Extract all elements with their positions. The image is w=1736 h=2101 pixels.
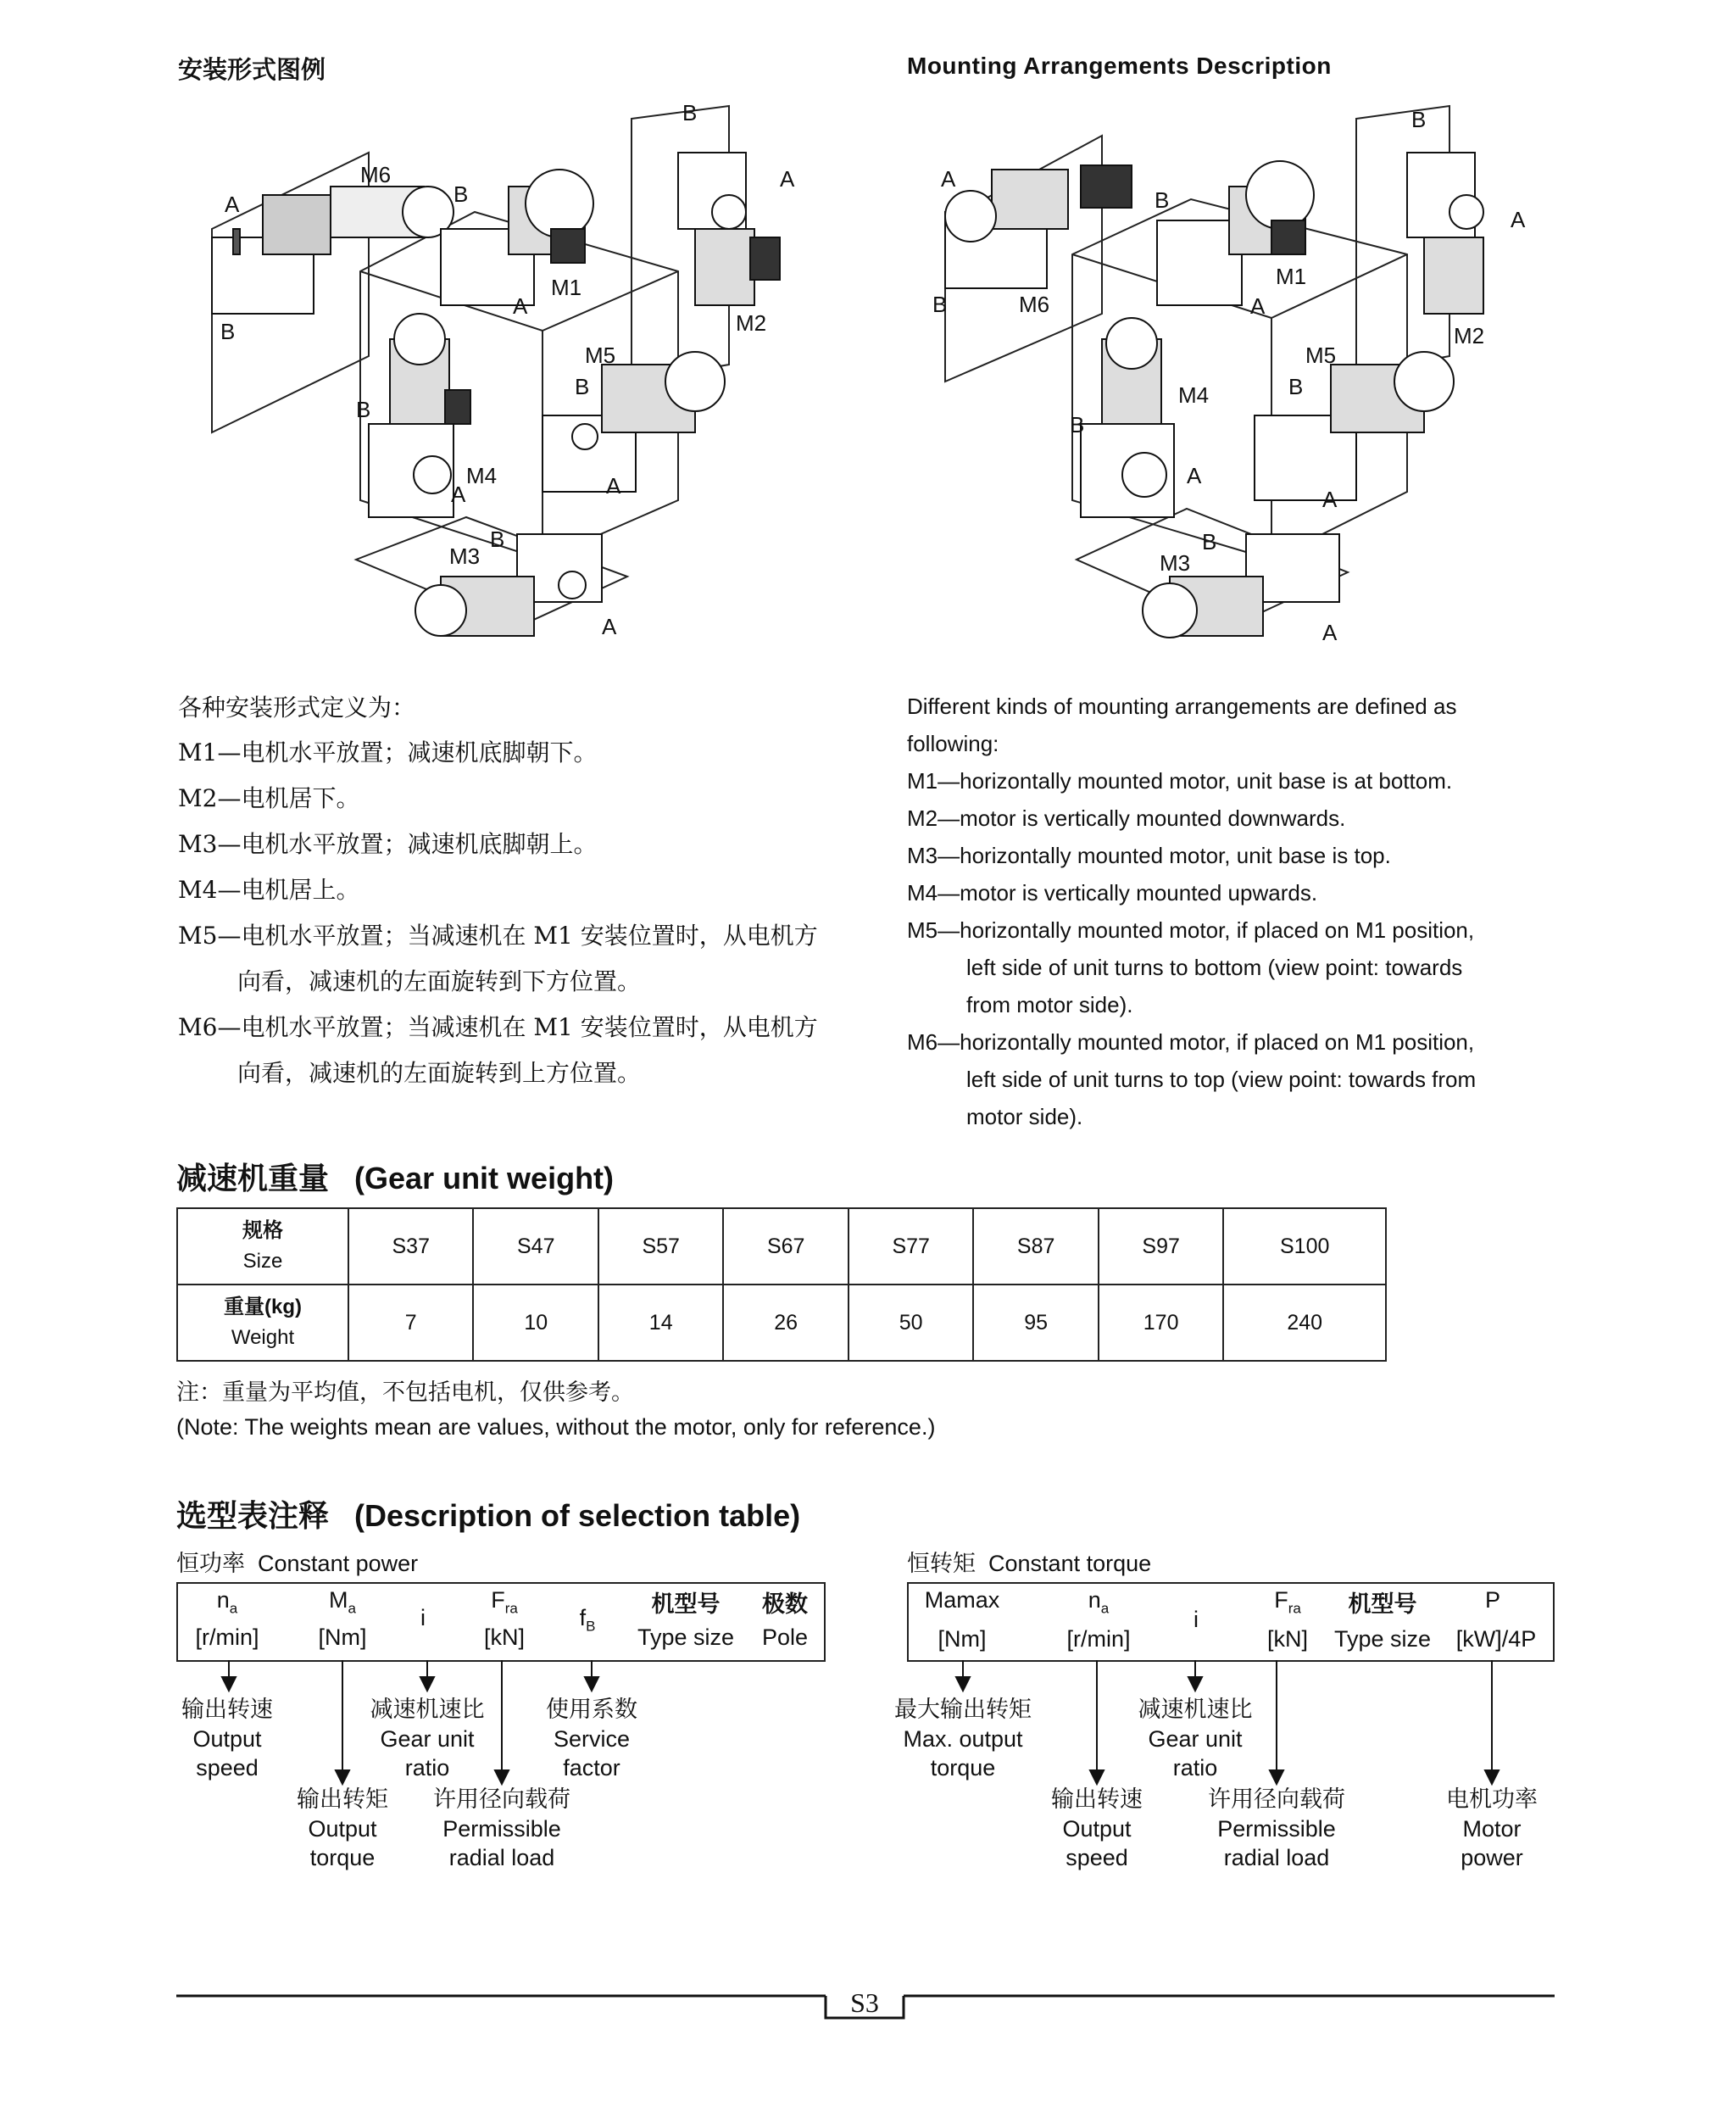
torque-legend-motor-power [1433, 1786, 1551, 1872]
fig-label: B [453, 181, 469, 207]
definition-en-m6-cont: left side of unit turns to top (view point: towards from [966, 1067, 1477, 1092]
weight-cell: 7 [348, 1285, 473, 1361]
definition-cn-m6: M6—电机水平放置；当减速机在 M1 安装位置时，从电机方 [178, 1013, 818, 1041]
power-ma-label [309, 1587, 376, 1617]
fig-label: A [1187, 463, 1202, 488]
legend-en: torque [309, 1845, 376, 1870]
legend-cn: 电机功率 [1446, 1786, 1538, 1813]
torque-na-unit: [r/min] [1066, 1626, 1131, 1652]
size-header-cn: 规格 [242, 1219, 283, 1242]
en-header-title: Mounting Arrangements Description [907, 53, 1332, 79]
page-number: S3 [850, 1987, 879, 2018]
torque-fra-unit: [kN] [1266, 1626, 1308, 1652]
power-i-label: i [420, 1605, 426, 1630]
fig-label: B [490, 527, 505, 552]
legend-en: Gear unit [380, 1726, 475, 1752]
legend-en: speed [196, 1755, 259, 1781]
torque-i-label: i [1194, 1607, 1199, 1632]
table-row [177, 1285, 1386, 1361]
fra-symbol: F [1274, 1587, 1288, 1613]
definition-en-m6-cont2: motor side). [966, 1104, 1083, 1129]
fig-label: B [1070, 412, 1085, 437]
size-cell: S57 [598, 1208, 723, 1285]
legend-en: Permissible [442, 1816, 561, 1842]
fb-symbol: f [579, 1605, 587, 1630]
power-fb-label [565, 1605, 610, 1635]
legend-en: Permissible [1217, 1816, 1336, 1842]
power-fra-label [476, 1587, 532, 1617]
mounting-diagram-left [186, 102, 797, 678]
fig-label: B [932, 292, 948, 317]
na-sub: a [1100, 1600, 1110, 1617]
definition-cn-m2: M2—电机居下。 [178, 784, 360, 812]
constant-torque-en: Constant torque [988, 1551, 1152, 1576]
weight-section-title [176, 1155, 614, 1198]
size-cell: S77 [849, 1208, 973, 1285]
fig-label: B [682, 102, 698, 125]
na-symbol: n [216, 1587, 230, 1613]
fig-label: B [575, 374, 590, 399]
constant-power-en: Constant power [258, 1551, 419, 1576]
legend-cn: 使用系数 [546, 1697, 637, 1723]
size-cell: S87 [973, 1208, 1098, 1285]
constant-power-cn: 恒功率 [176, 1551, 245, 1577]
torque-mamax-label: Mamax [924, 1587, 1000, 1613]
size-header-cell [177, 1208, 348, 1285]
definition-en-m2: M2—motor is vertically mounted downwards. [907, 805, 1346, 831]
legend-cn: 减速机速比 [1138, 1697, 1253, 1723]
torque-type-en: Type size [1333, 1626, 1432, 1652]
legend-en: ratio [1172, 1755, 1218, 1781]
definition-en-m4: M4—motor is vertically mounted upwards. [907, 880, 1318, 906]
fra-sub: ra [504, 1600, 518, 1617]
size-cell: S37 [348, 1208, 473, 1285]
legend-en: radial load [448, 1845, 555, 1870]
definition-en-m6: M6—horizontally mounted motor, if placed on M1 position, [907, 1029, 1475, 1055]
fig-label: A [1322, 487, 1338, 512]
legend-en: Gear unit [1148, 1726, 1243, 1752]
definition-en-m5: M5—horizontally mounted motor, if placed on M1 position, [907, 917, 1475, 943]
weight-cell: 240 [1223, 1285, 1386, 1361]
weight-header-cell [177, 1285, 348, 1361]
fig-label: M4 [466, 463, 498, 488]
weight-cell: 170 [1099, 1285, 1223, 1361]
fig-label: A [780, 166, 795, 192]
legend-en: Motor [1462, 1816, 1522, 1842]
weight-cell: 10 [473, 1285, 598, 1361]
legend-cn: 输出转矩 [297, 1786, 388, 1813]
fig-label: B [356, 397, 371, 422]
constant-torque-label [907, 1545, 1151, 1578]
weight-header-en: Weight [231, 1326, 295, 1349]
torque-legend-radial-load [1192, 1786, 1361, 1872]
fig-label: B [1288, 374, 1304, 399]
power-pole-cn: 极数 [762, 1591, 808, 1618]
power-ma-unit: [Nm] [318, 1625, 367, 1650]
legend-en: ratio [404, 1755, 450, 1781]
legend-en: factor [563, 1755, 620, 1781]
ma-symbol: M [329, 1587, 348, 1613]
torque-p-label: P [1484, 1587, 1500, 1613]
legend-en: speed [1066, 1845, 1128, 1870]
fig-label: B [220, 319, 236, 344]
legend-en: torque [930, 1755, 996, 1781]
size-cell: S67 [723, 1208, 848, 1285]
fig-label: A [1511, 207, 1526, 232]
selection-title-cn: 选型表注释 [176, 1498, 330, 1533]
fra-symbol: F [491, 1587, 505, 1613]
fig-label: A [602, 614, 617, 639]
weight-table [176, 1207, 1387, 1362]
legend-en: Output [1062, 1816, 1132, 1842]
size-cell: S47 [473, 1208, 598, 1285]
definition-cn-m4: M4—电机居上。 [178, 876, 360, 904]
legend-en: Service [553, 1726, 631, 1752]
fig-label: A [225, 192, 240, 217]
mounting-diagram-right [924, 102, 1551, 678]
power-na-unit: [r/min] [195, 1625, 259, 1650]
power-legend-service-factor [532, 1696, 651, 1782]
selection-title-en: (Description of selection table) [354, 1498, 801, 1533]
fig-label: M2 [1454, 323, 1485, 348]
definition-cn-m3: M3—电机水平放置；减速机底脚朝上。 [178, 830, 598, 858]
weight-cell: 26 [723, 1285, 848, 1361]
legend-en: radial load [1223, 1845, 1330, 1870]
fig-label: B [1155, 187, 1170, 213]
legend-cn: 输出转速 [181, 1697, 273, 1723]
legend-cn: 许用径向载荷 [433, 1786, 570, 1813]
torque-fra-label [1260, 1587, 1316, 1617]
fig-label: A [941, 166, 956, 192]
fig-label: B [1411, 107, 1427, 132]
power-legend-radial-load [417, 1786, 587, 1872]
fb-sub: B [586, 1618, 596, 1635]
fig-label: A [513, 293, 528, 319]
weight-cell: 95 [973, 1285, 1098, 1361]
weight-note-cn: 注：重量为平均值，不包括电机，仅供参考。 [176, 1379, 634, 1406]
size-header-en: Size [242, 1250, 283, 1273]
fig-label: M6 [1019, 292, 1050, 317]
na-symbol: n [1088, 1587, 1101, 1613]
definition-cn-m6-cont: 向看，减速机的左面旋转到上方位置。 [237, 1059, 642, 1087]
weight-note-en: (Note: The weights mean are values, without the motor, only for reference.) [176, 1414, 936, 1440]
fig-label: B [1202, 529, 1217, 555]
torque-mamax-unit: [Nm] [938, 1626, 987, 1652]
fig-label: M5 [585, 343, 616, 368]
table-row [177, 1208, 1386, 1285]
power-legend-gear-ratio [351, 1696, 504, 1782]
size-cell: S97 [1099, 1208, 1223, 1285]
torque-p-unit: [kW]/4P [1455, 1626, 1537, 1652]
definition-cn-m5-cont: 向看，减速机的左面旋转到下方位置。 [237, 967, 642, 995]
definition-en-intro: Different kinds of mounting arrangements are defined as [907, 694, 1457, 719]
torque-na-label [1071, 1587, 1126, 1617]
constant-power-label [176, 1545, 418, 1578]
fig-label: M4 [1178, 382, 1210, 408]
fig-label: M6 [360, 162, 392, 187]
definition-cn-intro: 各种安装形式定义为： [178, 694, 416, 722]
power-legend-output-speed [168, 1696, 287, 1782]
legend-en: Output [192, 1726, 262, 1752]
torque-legend-max-torque [878, 1696, 1048, 1782]
weight-title-en: (Gear unit weight) [354, 1161, 615, 1195]
fig-label: M1 [551, 275, 582, 300]
na-sub: a [229, 1600, 238, 1617]
fig-label: A [606, 473, 621, 499]
power-fra-unit: [kN] [483, 1625, 525, 1650]
torque-type-cn: 机型号 [1348, 1591, 1417, 1618]
constant-torque-cn: 恒转矩 [907, 1551, 976, 1577]
power-na-label [200, 1587, 254, 1617]
definition-en-m1: M1—horizontally mounted motor, unit base is at bottom. [907, 768, 1453, 794]
weight-cell: 50 [849, 1285, 973, 1361]
fig-label: M2 [736, 310, 767, 336]
fig-label: A [451, 482, 466, 507]
legend-en: Max. output [903, 1726, 1023, 1752]
definition-en-intro-cont: following: [907, 731, 999, 756]
definition-en-m5-cont2: from motor side). [966, 992, 1133, 1017]
weight-title-cn: 减速机重量 [176, 1161, 330, 1195]
legend-en: power [1461, 1845, 1523, 1870]
weight-header-cn: 重量(kg) [224, 1296, 302, 1318]
power-type-en: Type size [637, 1625, 735, 1650]
power-legend-output-torque [283, 1786, 402, 1872]
legend-cn: 许用径向载荷 [1208, 1786, 1345, 1813]
weight-cell: 14 [598, 1285, 723, 1361]
legend-en: Output [308, 1816, 377, 1842]
torque-legend-gear-ratio [1119, 1696, 1271, 1782]
fig-label: M3 [1160, 550, 1191, 576]
power-type-cn: 机型号 [651, 1591, 721, 1618]
fig-label: M5 [1305, 343, 1337, 368]
selection-section-title [176, 1492, 800, 1535]
size-cell: S100 [1223, 1208, 1386, 1285]
torque-legend-output-speed [1038, 1786, 1156, 1872]
cn-header-title: 安装形式图例 [178, 57, 326, 84]
legend-cn: 最大输出转矩 [894, 1697, 1032, 1723]
definition-en-m5-cont: left side of unit turns to bottom (view point: towards [966, 955, 1463, 980]
fig-label: A [1322, 620, 1338, 645]
legend-cn: 减速机速比 [370, 1697, 485, 1723]
legend-cn: 输出转速 [1051, 1786, 1143, 1813]
fra-sub: ra [1288, 1600, 1301, 1617]
ma-sub: a [348, 1600, 356, 1617]
fig-label: M3 [449, 543, 481, 569]
definition-cn-m1: M1—电机水平放置；减速机底脚朝下。 [178, 738, 598, 766]
power-pole-en: Pole [761, 1625, 809, 1650]
fig-label: A [1250, 293, 1266, 319]
definition-en-m3: M3—horizontally mounted motor, unit base is top. [907, 843, 1391, 868]
fig-label: M1 [1276, 264, 1307, 289]
definition-cn-m5: M5—电机水平放置；当减速机在 M1 安装位置时，从电机方 [178, 922, 818, 950]
